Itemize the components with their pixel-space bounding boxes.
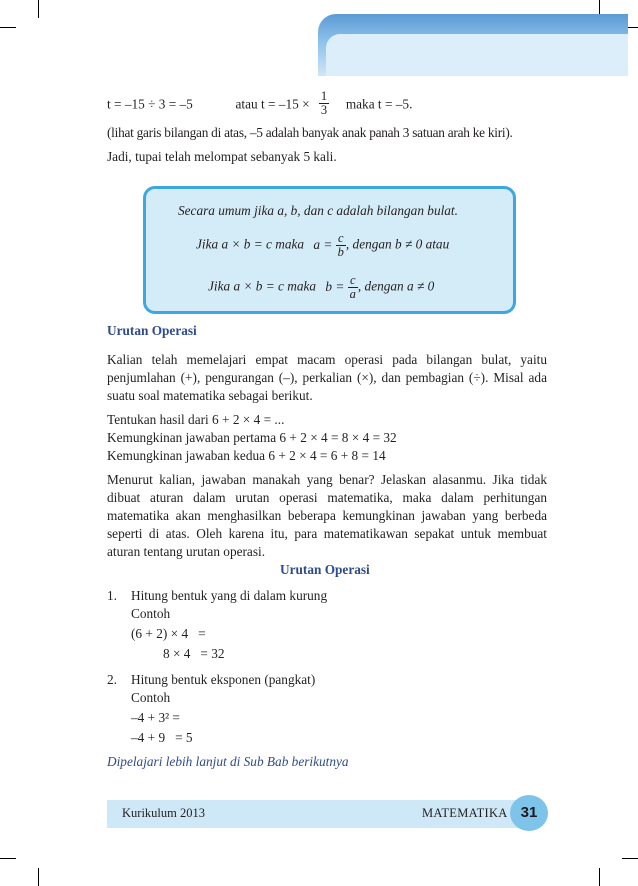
- list-item-1-title: Hitung bentuk yang di dalam kurung: [131, 588, 328, 603]
- equation-part3: maka t = –5.: [345, 96, 413, 112]
- list-item-1-line-2: 8 × 4 = 32: [163, 646, 225, 661]
- crop-mark: [38, 868, 39, 886]
- rule-2: Jika a × b = c maka b = $\frac{c}{a}$ , dengan a ≠ 0: [208, 273, 435, 301]
- equation-line: [107, 89, 413, 119]
- fraction-c-over-a: $\frac{c}{a}$: [349, 273, 356, 301]
- fraction-one-third: $\frac{1}{3}$: [320, 89, 328, 117]
- list-item-2-number: 2.: [107, 672, 117, 687]
- list-item-1-number: 1.: [107, 588, 117, 603]
- note-text: (lihat garis bilangan di atas, –5 adalah banyak anak panah 3 satuan arah ke kiri).: [107, 125, 513, 140]
- option-1-text: Kemungkinan jawaban pertama 6 + 2 × 4 = 8 × 4 = 32: [107, 430, 397, 445]
- rule-1: Jika a × b = c maka a = $\frac{c}{b}$ , dengan b ≠ 0 atau: [196, 231, 450, 259]
- option-2-text: Kemungkinan jawaban kedua 6 + 2 × 4 = 6 + 8 = 14: [107, 448, 386, 463]
- footer-subject: MATEMATIKA: [422, 806, 508, 820]
- list-item-1-contoh: Contoh: [131, 606, 171, 621]
- section-paragraph-2: Menurut kalian, jawaban manakah yang benar? Jelaskan alasanmu. Jika tidak dibuat aturan dalam urutan operasi matematika, maka dalam perhitungan matematika akan menghasilkan beberapa kemungkinan jawaban yang berbeda seperti di atas. Oleh karena itu, para matematikawan sepakat untuk membuat aturan tentang urutan operasi.: [107, 472, 547, 559]
- sub-bab-note: Dipelajari lebih lanjut di Sub Bab berikutnya: [107, 754, 349, 769]
- list-item-2-title: Hitung bentuk eksponen (pangkat): [131, 672, 316, 687]
- crop-mark: [0, 27, 16, 28]
- subheading: Urutan Operasi: [280, 562, 370, 577]
- crop-mark: [0, 858, 16, 859]
- equation-part1: t = –15 ÷ 3 = –5: [107, 96, 193, 112]
- crop-mark: [38, 0, 39, 18]
- section-paragraph-1: Kalian telah memelajari empat macam operasi pada bilangan bulat, yaitu penjumlahan (+), pengurangan (–), perkalian (×), dan pembagian (÷). Misal ada suatu soal matematika sebagai berikut.: [107, 352, 547, 403]
- footer-curriculum: Kurikulum 2013: [122, 806, 205, 820]
- fraction-c-over-b: $\frac{c}{b}$: [337, 231, 344, 259]
- page-number: 31: [510, 795, 548, 831]
- crop-mark: [599, 868, 600, 886]
- list-item-2-line-2: –4 + 9 = 5: [131, 730, 193, 745]
- list-item-2-contoh: Contoh: [131, 690, 171, 705]
- equation-part2: atau t = –15 ×: [235, 96, 310, 112]
- list-item-2-line-1: –4 + 3² =: [131, 710, 180, 725]
- list-item-1-line-1: (6 + 2) × 4 =: [131, 626, 206, 641]
- section-heading: Urutan Operasi: [107, 323, 197, 338]
- task-text: Tentukan hasil dari 6 + 2 × 4 = ...: [107, 412, 285, 427]
- header-tab-inner: [326, 34, 628, 76]
- crop-mark: [622, 858, 638, 859]
- rule-box-title: Secara umum jika a, b, dan c adalah bilangan bulat.: [178, 203, 458, 218]
- conclusion-text: Jadi, tupai telah melompat sebanyak 5 kali.: [107, 149, 337, 164]
